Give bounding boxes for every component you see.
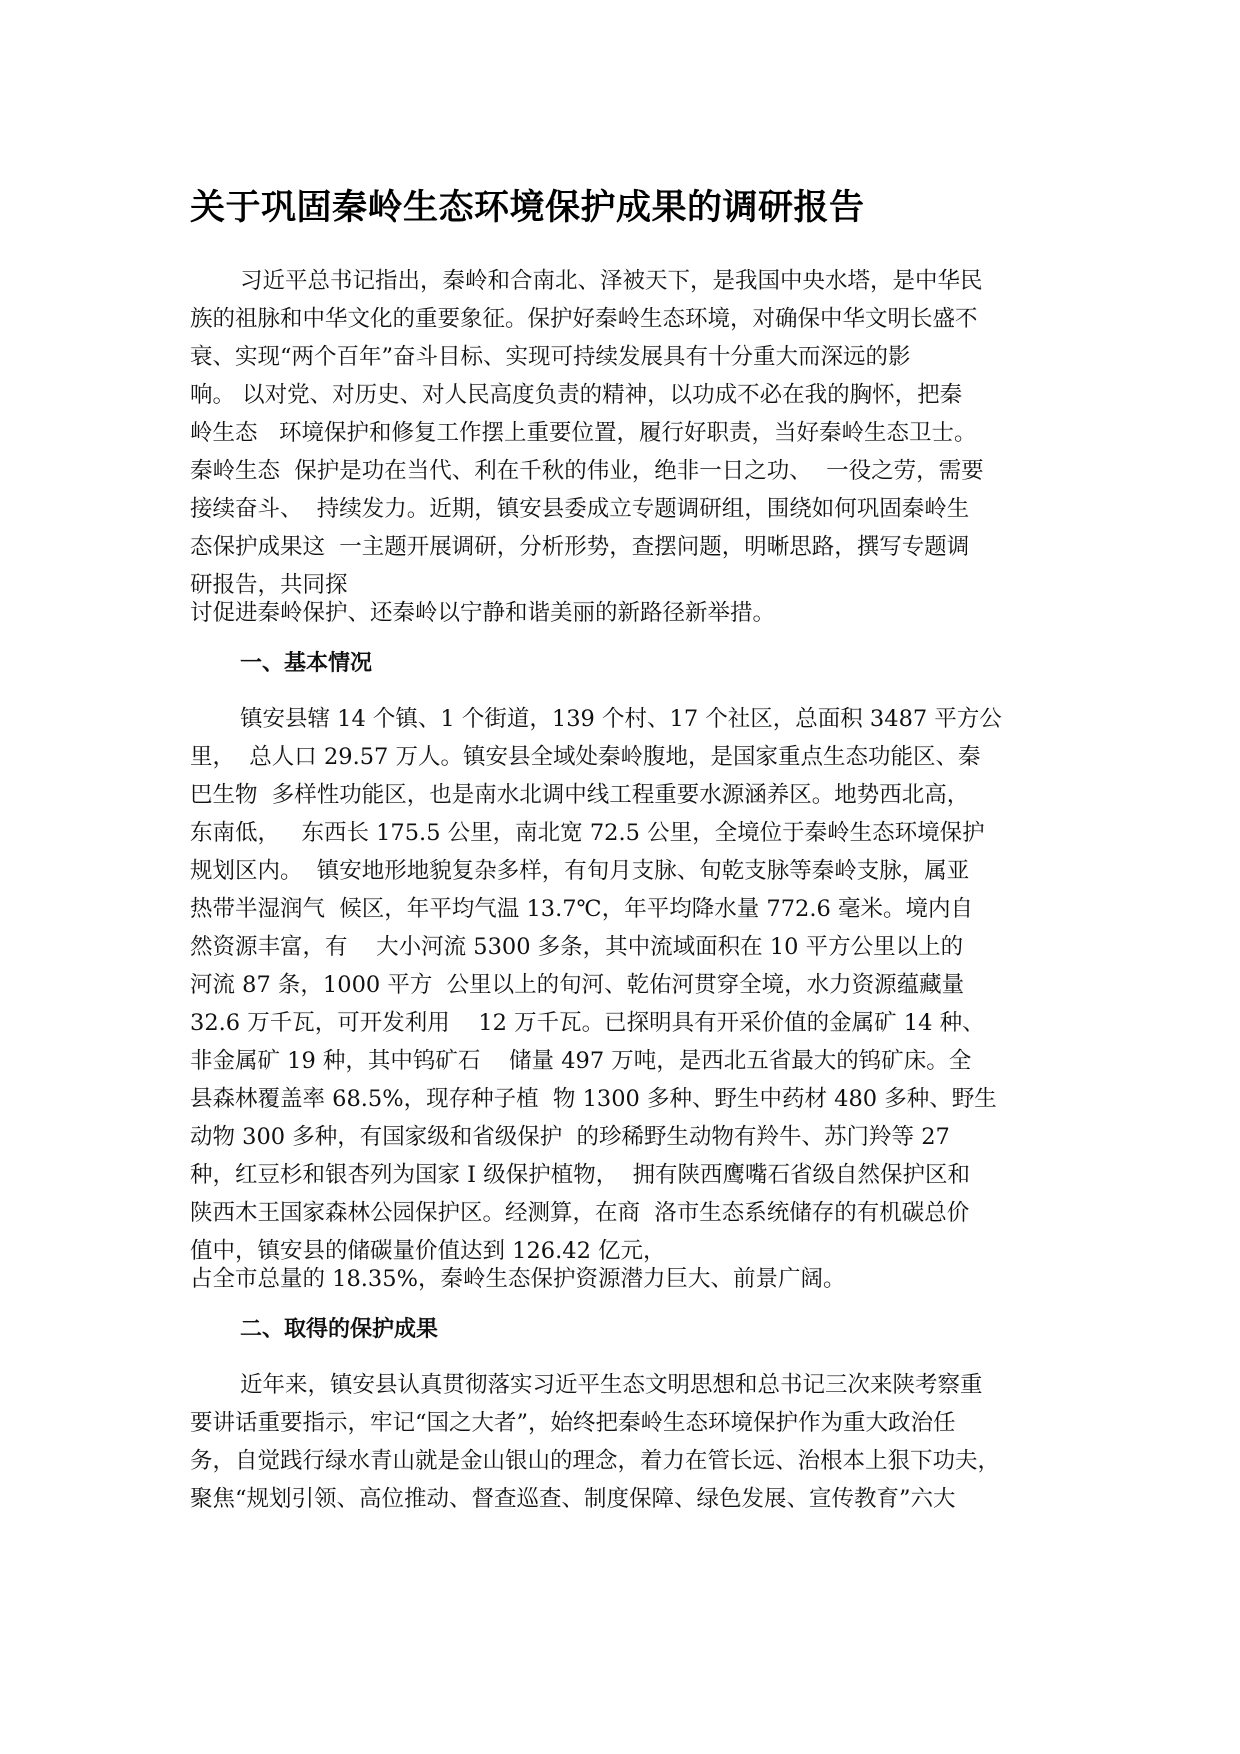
intro-line: 接续奋斗、 持续发力。近期，镇安县委成立专题调研组，围绕如何巩固秦岭生 bbox=[190, 496, 970, 522]
section2-line: 近年来，镇安县认真贯彻落实习近平生态文明思想和总书记三次来陕考察重 bbox=[240, 1372, 983, 1398]
section1-line: 热带半湿润气 候区，年平均气温 13.7℃，年平均降水量 772.6 毫米。境内自 bbox=[190, 896, 973, 922]
section1-line: 然资源丰富，有 大小河流 5300 多条，其中流域面积在 10 平方公里以上的 bbox=[190, 934, 964, 960]
section1-line: 陕西木王国家森林公园保护区。经测算，在商 洛市生态系统储存的有机碳总价 bbox=[190, 1200, 970, 1226]
intro-line: 研报告，共同探 bbox=[190, 572, 348, 598]
section2-line: 要讲话重要指示，牢记“国之大者”，始终把秦岭生态环境保护作为重大政治任 bbox=[190, 1410, 956, 1436]
section1-line: 值中，镇安县的储碳量价值达到 126.42 亿元， bbox=[190, 1238, 666, 1264]
section1-line: 种，红豆杉和银杏列为国家 Ⅰ 级保护植物， 拥有陕西鹰嘴石省级自然保护区和 bbox=[190, 1162, 970, 1188]
section1-line: 东南低， 东西长 175.5 公里，南北宽 72.5 公里，全境位于秦岭生态环境保护 bbox=[190, 820, 985, 846]
section1-line: 河流 87 条，1000 平方 公里以上的旬河、乾佑河贯穿全境，水力资源蕴藏量 bbox=[190, 972, 965, 998]
intro-line: 衰、实现“两个百年”奋斗目标、实现可持续发展具有十分重大而深远的影 bbox=[190, 344, 911, 370]
intro-line: 习近平总书记指出，秦岭和合南北、泽被天下，是我国中央水塔，是中华民 bbox=[240, 268, 983, 294]
intro-line: 态保护成果这 一主题开展调研，分析形势，查摆问题，明晰思路，撰写专题调 bbox=[190, 534, 970, 560]
section-heading-basic-info: 一、基本情况 bbox=[240, 651, 373, 676]
section1-line: 规划区内。 镇安地形地貌复杂多样，有旬月支脉、旬乾支脉等秦岭支脉，属亚 bbox=[190, 858, 970, 884]
section1-line: 32.6 万千瓦，可开发利用 12 万千瓦。已探明具有开采价值的金属矿 14 种、 bbox=[190, 1010, 985, 1036]
intro-line: 讨促进秦岭保护、还秦岭以宁静和谐美丽的新路径新举措。 bbox=[190, 600, 776, 626]
section1-line: 占全市总量的 18.35%，秦岭生态保护资源潜力巨大、前景广阔。 bbox=[190, 1266, 846, 1292]
intro-line: 岭生态 环境保护和修复工作摆上重要位置，履行好职责，当好秦岭生态卫士。 bbox=[190, 420, 977, 446]
section1-line: 动物 300 多种，有国家级和省级保护 的珍稀野生动物有羚牛、苏门羚等 27 bbox=[190, 1124, 950, 1150]
section1-line: 巴生物 多样性功能区，也是南水北调中线工程重要水源涵养区。地势西北高， bbox=[190, 782, 970, 808]
document-title: 关于巩固秦岭生态环境保护成果的调研报告 bbox=[190, 188, 865, 228]
section2-line: 务，自觉践行绿水青山就是金山银山的理念，着力在管长远、治根本上狠下功夫， bbox=[190, 1448, 1001, 1474]
section1-line: 县森林覆盖率 68.5%，现存种子植 物 1300 多种、野生中药材 480 多种、野生 bbox=[190, 1086, 997, 1112]
intro-line: 响。 以对党、对历史、对人民高度负责的精神，以功成不必在我的胸怀，把秦 bbox=[190, 382, 963, 408]
intro-line: 族的祖脉和中华文化的重要象征。保护好秦岭生态环境，对确保中华文明长盛不 bbox=[190, 306, 978, 332]
section-heading-achievements: 二、取得的保护成果 bbox=[240, 1317, 439, 1342]
intro-line: 秦岭生态 保护是功在当代、利在千秋的伟业，绝非一日之功、 一役之劳，需要 bbox=[190, 458, 984, 484]
section1-line: 里， 总人口 29.57 万人。镇安县全域处秦岭腹地，是国家重点生态功能区、秦 bbox=[190, 744, 981, 770]
section2-line: 聚焦“规划引领、高位推动、督查巡查、制度保障、绿色发展、宣传教育”六大 bbox=[190, 1486, 956, 1512]
section1-line: 非金属矿 19 种，其中钨矿石 储量 497 万吨，是西北五省最大的钨矿床。全 bbox=[190, 1048, 972, 1074]
section1-line: 镇安县辖 14 个镇、1 个街道，139 个村、17 个社区，总面积 3487 平方公 bbox=[240, 706, 1002, 732]
